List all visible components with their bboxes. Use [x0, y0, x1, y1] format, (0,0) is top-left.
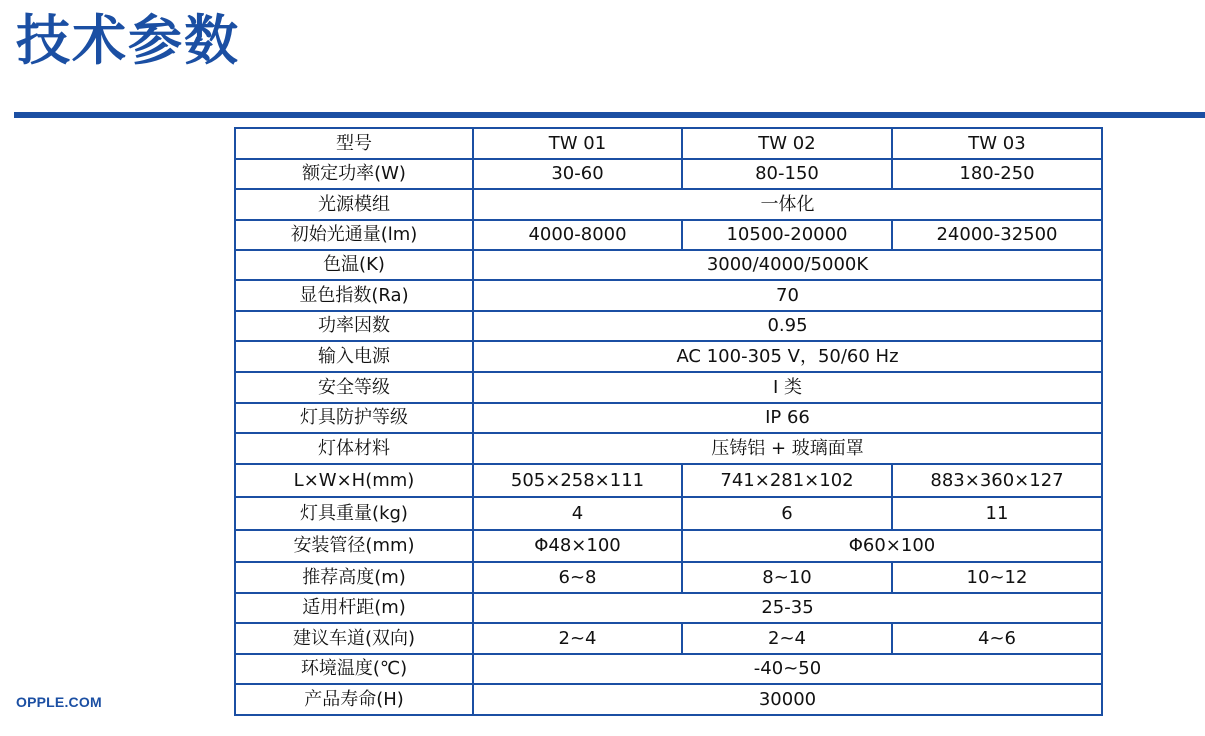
row-value: 2~4: [473, 623, 682, 654]
table-row: [235, 562, 1102, 593]
row-value: IP 66: [473, 403, 1102, 433]
row-label: 环境温度(℃): [235, 654, 473, 684]
row-label: 安装管径(mm): [235, 530, 473, 562]
table-row: [235, 159, 1102, 189]
table-row: [235, 433, 1102, 464]
row-value: I 类: [473, 372, 1102, 403]
row-value: 10~12: [892, 562, 1102, 593]
row-value: 6~8: [473, 562, 682, 593]
row-value: 10500-20000: [682, 220, 892, 250]
table-row: [235, 311, 1102, 341]
table-row: [235, 280, 1102, 311]
row-label: 安全等级: [235, 372, 473, 403]
row-value: TW 01: [473, 128, 682, 159]
row-value: 24000-32500: [892, 220, 1102, 250]
row-label: 显色指数(Ra): [235, 280, 473, 311]
row-label: 光源模组: [235, 189, 473, 220]
row-value: 压铸铝 + 玻璃面罩: [473, 433, 1102, 464]
table-row: [235, 250, 1102, 280]
row-value: 2~4: [682, 623, 892, 654]
row-label: 输入电源: [235, 341, 473, 372]
row-label: 额定功率(W): [235, 159, 473, 189]
spec-table-body: [235, 128, 1102, 715]
row-value: 180-250: [892, 159, 1102, 189]
table-row: [235, 654, 1102, 684]
table-row: [235, 497, 1102, 530]
row-value: AC 100-305 V，50/60 Hz: [473, 341, 1102, 372]
row-label: 推荐高度(m): [235, 562, 473, 593]
table-row: [235, 623, 1102, 654]
row-value: 4~6: [892, 623, 1102, 654]
row-value: 4: [473, 497, 682, 530]
row-value: 11: [892, 497, 1102, 530]
table-row: [235, 128, 1102, 159]
row-value: 6: [682, 497, 892, 530]
table-row: [235, 464, 1102, 497]
row-value: TW 03: [892, 128, 1102, 159]
row-label: 产品寿命(H): [235, 684, 473, 715]
table-row: [235, 220, 1102, 250]
row-value: 25-35: [473, 593, 1102, 623]
row-label: 初始光通量(lm): [235, 220, 473, 250]
row-value: 741×281×102: [682, 464, 892, 497]
row-value: -40~50: [473, 654, 1102, 684]
row-label: 灯具防护等级: [235, 403, 473, 433]
table-row: [235, 189, 1102, 220]
table-row: [235, 593, 1102, 623]
row-value: Φ60×100: [682, 530, 1102, 562]
row-value: 4000-8000: [473, 220, 682, 250]
row-value: 883×360×127: [892, 464, 1102, 497]
row-value: 30000: [473, 684, 1102, 715]
row-value: 一体化: [473, 189, 1102, 220]
spec-table: [234, 127, 1103, 716]
row-label: 型号: [235, 128, 473, 159]
row-label: 功率因数: [235, 311, 473, 341]
page-title: 技术参数: [16, 9, 240, 72]
table-row: [235, 403, 1102, 433]
row-value: 30-60: [473, 159, 682, 189]
footer-logo: OPPLE.COM: [16, 694, 102, 710]
table-row: [235, 530, 1102, 562]
row-label: 灯体材料: [235, 433, 473, 464]
row-value: Φ48×100: [473, 530, 682, 562]
row-label: L×W×H(mm): [235, 464, 473, 497]
row-value: 80-150: [682, 159, 892, 189]
row-label: 灯具重量(kg): [235, 497, 473, 530]
row-label: 建议车道(双向): [235, 623, 473, 654]
row-value: 3000/4000/5000K: [473, 250, 1102, 280]
row-value: 505×258×111: [473, 464, 682, 497]
table-row: [235, 341, 1102, 372]
row-value: 70: [473, 280, 1102, 311]
row-label: 适用杆距(m): [235, 593, 473, 623]
table-row: [235, 684, 1102, 715]
row-value: 0.95: [473, 311, 1102, 341]
title-divider: [14, 112, 1205, 118]
row-value: TW 02: [682, 128, 892, 159]
row-value: 8~10: [682, 562, 892, 593]
row-label: 色温(K): [235, 250, 473, 280]
table-row: [235, 372, 1102, 403]
